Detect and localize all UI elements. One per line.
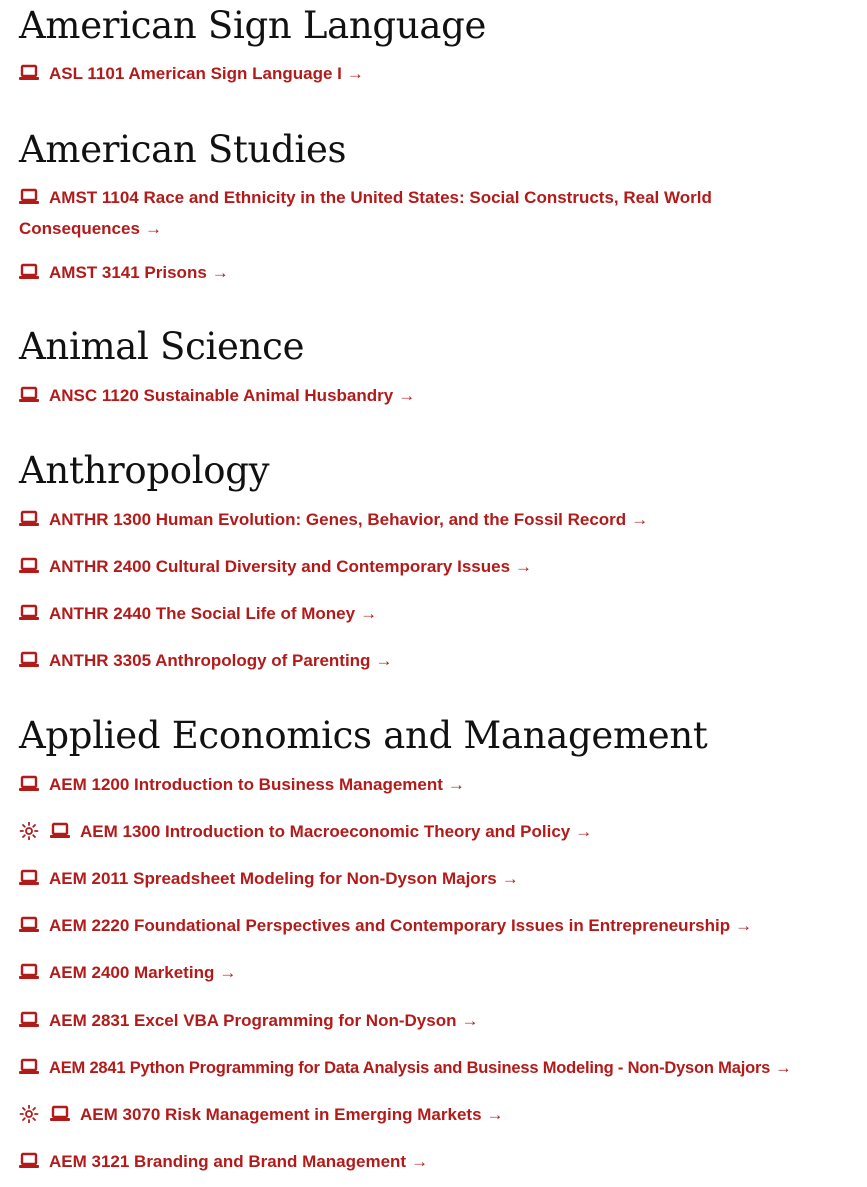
course-link-aem-2400[interactable]	[19, 959, 839, 990]
laptop-icon	[19, 1057, 39, 1085]
arrow-right-icon: →	[515, 557, 533, 576]
arrow-right-icon: →	[631, 510, 649, 529]
laptop-icon	[19, 1010, 39, 1038]
arrow-right-icon: →	[775, 1059, 792, 1077]
course-link-aem-3121[interactable]	[19, 1148, 839, 1179]
laptop-icon	[19, 556, 39, 584]
course-label[interactable]: ANTHR 1300 Human Evolution: Genes, Behavior, and the Fossil Record	[49, 510, 627, 529]
course-link-anthr-2440[interactable]	[19, 600, 839, 631]
arrow-right-icon: →	[346, 64, 364, 83]
course-link-aem-3070[interactable]	[19, 1101, 839, 1132]
course-link-aem-2220[interactable]	[19, 912, 839, 943]
laptop-icon	[19, 962, 39, 990]
laptop-icon	[19, 63, 39, 91]
course-label[interactable]: ANTHR 2440 The Social Life of Money	[49, 604, 356, 623]
laptop-icon	[19, 650, 39, 678]
sun-icon	[19, 1104, 39, 1132]
arrow-right-icon: →	[144, 219, 162, 238]
course-label[interactable]: ANTHR 3305 Anthropology of Parenting	[49, 651, 371, 670]
laptop-icon	[50, 821, 70, 849]
course-label[interactable]: AMST 3141 Prisons	[49, 263, 207, 282]
course-link-amst-3141[interactable]	[19, 259, 839, 290]
dept-heading-anthr: Anthropology	[19, 449, 270, 492]
course-link-amst-1104[interactable]	[19, 184, 839, 243]
arrow-right-icon: →	[501, 869, 519, 888]
course-label[interactable]: ANTHR 2400 Cultural Diversity and Contemporary Issues	[49, 557, 511, 576]
laptop-icon	[50, 1104, 70, 1132]
course-label[interactable]: AEM 2400 Marketing	[49, 963, 215, 982]
course-label[interactable]: ANSC 1120 Sustainable Animal Husbandry	[49, 386, 394, 405]
arrow-right-icon: →	[219, 963, 237, 982]
arrow-right-icon: →	[411, 1152, 429, 1171]
course-link-anthr-1300[interactable]	[19, 506, 839, 537]
laptop-icon	[19, 262, 39, 290]
course-label[interactable]: AEM 2831 Excel VBA Programming for Non-Dyson	[49, 1011, 457, 1030]
course-label[interactable]: ASL 1101 American Sign Language I	[49, 64, 342, 83]
arrow-right-icon: →	[211, 263, 229, 282]
laptop-icon	[19, 868, 39, 896]
laptop-icon	[19, 385, 39, 413]
arrow-right-icon: →	[575, 822, 593, 841]
laptop-icon	[19, 915, 39, 943]
course-label[interactable]: AEM 2841 Python Programming for Data Analysis and Business Modeling - Non-Dyson Majors	[49, 1059, 771, 1077]
course-link-aem-2831[interactable]	[19, 1007, 839, 1038]
dept-heading-aem: Applied Economics and Management	[19, 714, 708, 757]
arrow-right-icon: →	[461, 1011, 479, 1030]
course-link-aem-2841[interactable]	[19, 1054, 839, 1085]
arrow-right-icon: →	[735, 916, 753, 935]
arrow-right-icon: →	[375, 651, 393, 670]
course-link-anthr-2400[interactable]	[19, 553, 839, 584]
course-link-asl-1101[interactable]	[19, 60, 839, 91]
course-label[interactable]: AEM 1300 Introduction to Macroeconomic Theory and Policy	[80, 822, 571, 841]
laptop-icon	[19, 187, 39, 215]
arrow-right-icon: →	[447, 775, 465, 794]
dept-heading-ansc: Animal Science	[19, 325, 305, 368]
laptop-icon	[19, 603, 39, 631]
course-label[interactable]: AEM 3121 Branding and Brand Management	[49, 1152, 407, 1171]
course-link-aem-1300[interactable]	[19, 818, 839, 849]
course-label[interactable]: AEM 2220 Foundational Perspectives and Contemporary Issues in Entrepreneurship	[49, 916, 731, 935]
course-label[interactable]: AEM 1200 Introduction to Business Management	[49, 775, 443, 794]
arrow-right-icon: →	[486, 1105, 504, 1124]
laptop-icon	[19, 1151, 39, 1179]
dept-heading-asl: American Sign Language	[19, 4, 487, 47]
laptop-icon	[19, 509, 39, 537]
sun-icon	[19, 821, 39, 849]
course-label[interactable]: AEM 3070 Risk Management in Emerging Markets	[80, 1105, 482, 1124]
arrow-right-icon: →	[398, 386, 416, 405]
course-link-aem-1200[interactable]	[19, 771, 839, 802]
course-link-aem-2011[interactable]	[19, 865, 839, 896]
dept-heading-amst: American Studies	[19, 128, 347, 171]
course-link-ansc-1120[interactable]	[19, 382, 839, 413]
laptop-icon	[19, 774, 39, 802]
arrow-right-icon: →	[360, 604, 378, 623]
course-label[interactable]: AMST 1104 Race and Ethnicity in the United States: Social Constructs, Real World Consequences	[19, 188, 712, 238]
course-link-anthr-3305[interactable]	[19, 647, 839, 678]
course-label[interactable]: AEM 2011 Spreadsheet Modeling for Non-Dyson Majors	[49, 869, 497, 888]
